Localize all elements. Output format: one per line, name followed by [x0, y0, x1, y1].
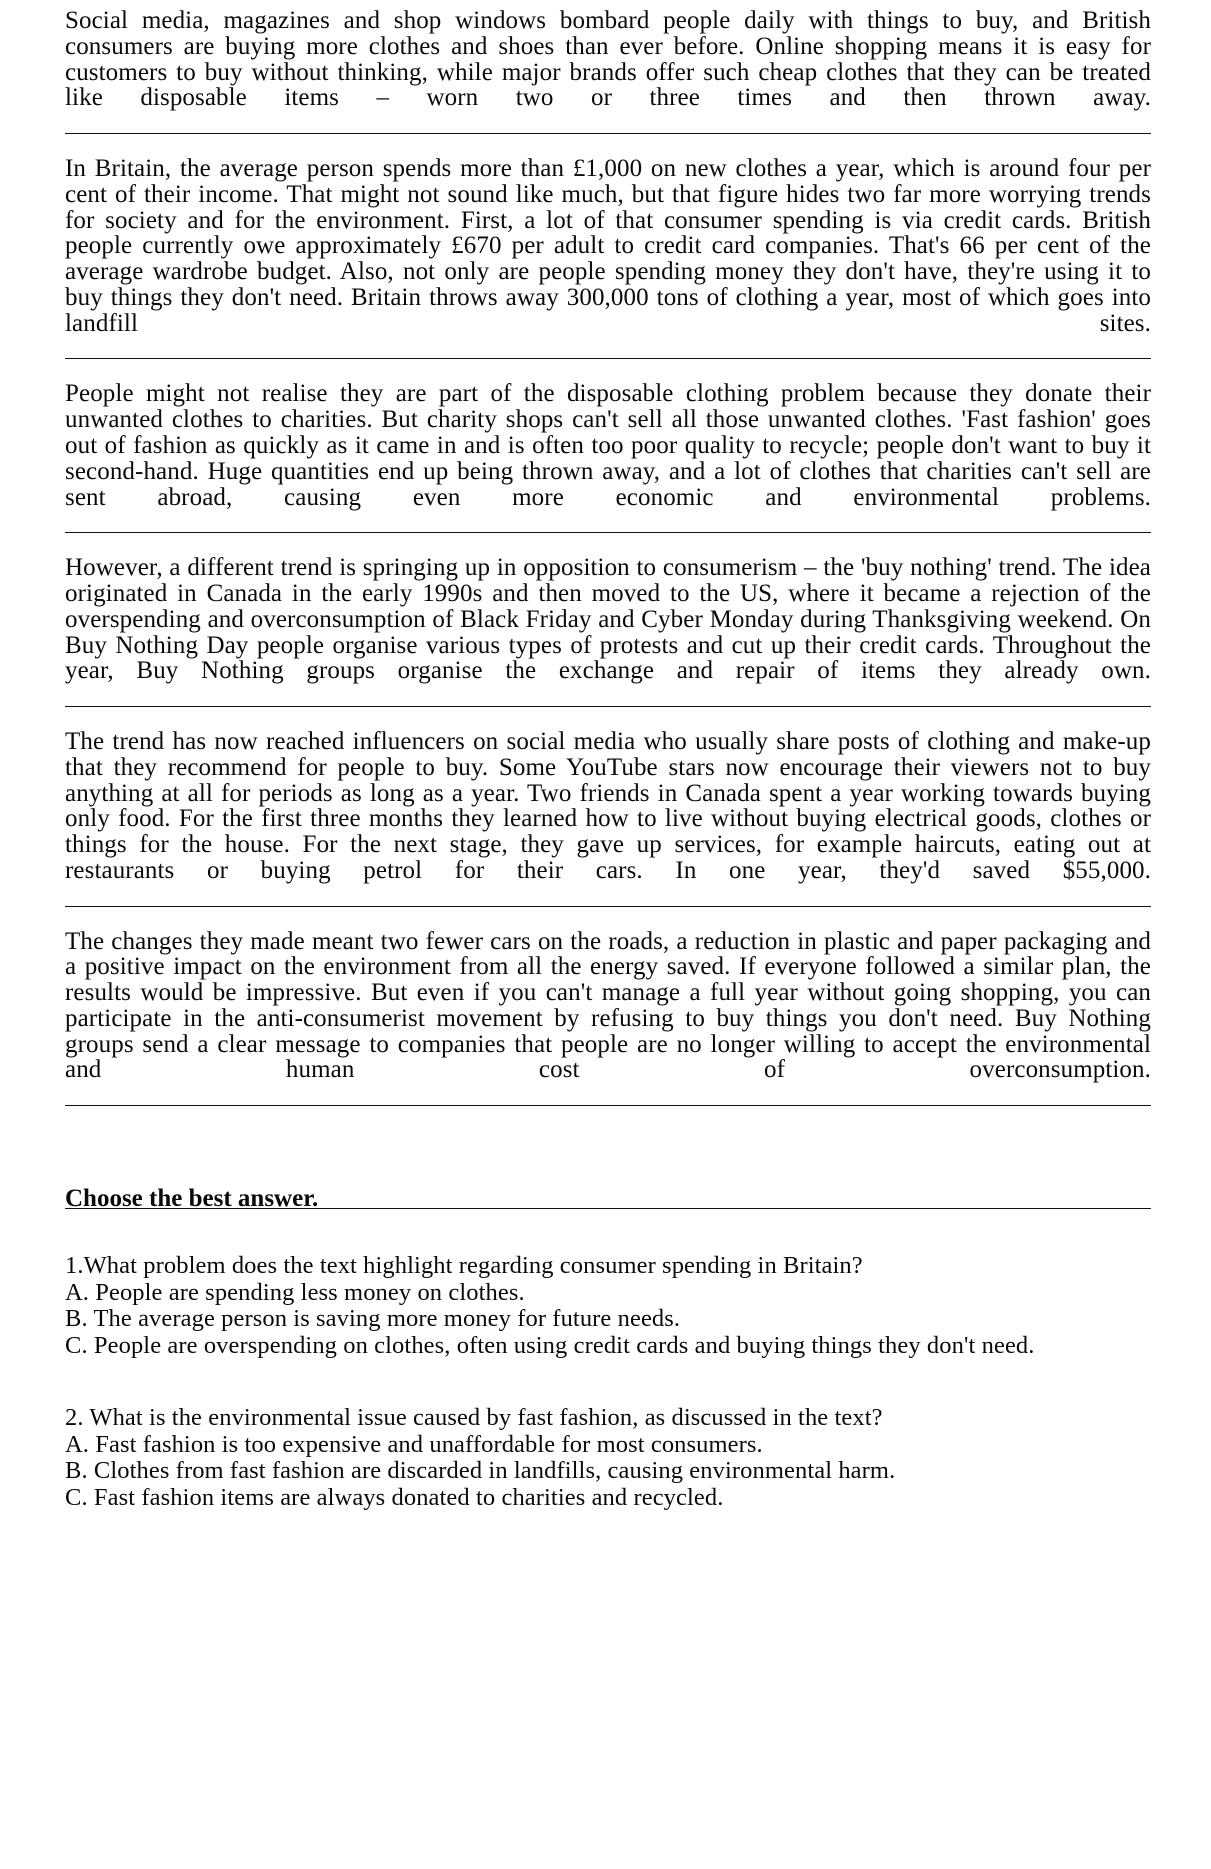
question-2 — [65, 1405, 1151, 1511]
paragraph-text: Social media, magazines and shop windows bombard people daily with things to buy, and British consumers are buying more clothes and shoes than ever before. Online shopping means it is easy for customers to buy without thinking, while major brands offer such cheap clothes that they can be treated like disposable items – worn two or three times and then thrown away. — [65, 7, 1151, 112]
paragraph-text: The changes they made meant two fewer cars on the roads, a reduction in plastic and paper packaging and a positive impact on the environment from all the energy saved. If everyone followed a similar plan, the results would be impressive. But even if you can't manage a full year without going shopping, you can participate in the anti-consumerist movement by refusing to buy things you don't need. Buy Nothing groups send a clear message to companies that people are no longer willing to accept the environmental and human cost of overconsumption. — [65, 927, 1151, 1084]
reading-paragraph-5 — [65, 729, 1151, 907]
section-spacer — [65, 1128, 1151, 1186]
question-option-a[interactable]: A. People are spending less money on clothes. — [65, 1278, 525, 1306]
reading-paragraph-6 — [65, 929, 1151, 1107]
question-prompt: 1.What problem does the text highlight regarding consumer spending in Britain? — [65, 1252, 863, 1280]
paragraph-text: However, a different trend is springing up in opposition to consumerism – the 'buy nothing' trend. The idea originated in Canada in the early 1990s and then moved to the US, where it became a rejection of the overspending and overconsumption of Black Friday and Cyber Monday during Thanksgiving weekend. On Buy Nothing Day people organise various types of protests and cut up their credit cards. Throughout the year, Buy Nothing groups organise the exchange and repair of items they already own. — [65, 554, 1151, 685]
question-prompt: 2. What is the environmental issue caused by fast fashion, as discussed in the text? — [65, 1404, 883, 1432]
question-option-b[interactable]: B. The average person is saving more money for future needs. — [65, 1305, 681, 1333]
question-option-a[interactable]: A. Fast fashion is too expensive and unaffordable for most consumers. — [65, 1430, 763, 1458]
question-option-b[interactable]: B. Clothes from fast fashion are discarded in landfills, causing environmental harm. — [65, 1457, 896, 1485]
reading-paragraph-4 — [65, 555, 1151, 707]
reading-paragraph-1 — [65, 8, 1151, 134]
questions-section — [65, 1253, 1151, 1511]
question-option-c[interactable]: C. Fast fashion items are always donated to charities and recycled. — [65, 1483, 724, 1511]
reading-paragraph-3 — [65, 381, 1151, 533]
instruction-heading: Choose the best answer. — [65, 1185, 319, 1213]
paragraph-text: The trend has now reached influencers on social media who usually share posts of clothing and make-up that they recommend for people to buy. Some YouTube stars now encourage their viewers not to buy anything at all for periods as long as a year. Two friends in Canada spent a year working towards buying only food. For the first three months they learned how to live without buying electrical goods, clothes or things for the house. For the next stage, they gave up services, for example haircuts, eating out at restaurants or buying petrol for their cars. In one year, they'd saved $55,000. — [65, 727, 1151, 884]
reading-paragraph-2 — [65, 156, 1151, 359]
instruction-block — [65, 1185, 1151, 1213]
paragraph-text: In Britain, the average person spends more than £1,000 on new clothes a year, which is around four per cent of their income. That might not sound like much, but that figure hides two far more worrying trends for society and for the environment. First, a lot of that consumer spending is via credit cards. British people currently owe approximately £670 per adult to credit card companies. That's 66 per cent of the average wardrobe budget. Also, not only are people spending money they don't have, they're using it to buy things they don't need. Britain throws away 300,000 tons of clothing a year, most of which goes into landfill sites. — [65, 154, 1151, 337]
paragraph-text: People might not realise they are part of the disposable clothing problem because they donate their unwanted clothes to charities. But charity shops can't sell all those unwanted clothes. 'Fast fashion' goes out of fashion as quickly as it came in and is often too poor quality to recycle; people don't want to buy it second-hand. Huge quantities end up being thrown away, and a lot of clothes that charities can't sell are sent abroad, causing even more economic and environmental problems. — [65, 380, 1151, 511]
question-1 — [65, 1253, 1151, 1359]
question-option-c[interactable]: C. People are overspending on clothes, often using credit cards and buying things they don't need. — [65, 1331, 1035, 1359]
